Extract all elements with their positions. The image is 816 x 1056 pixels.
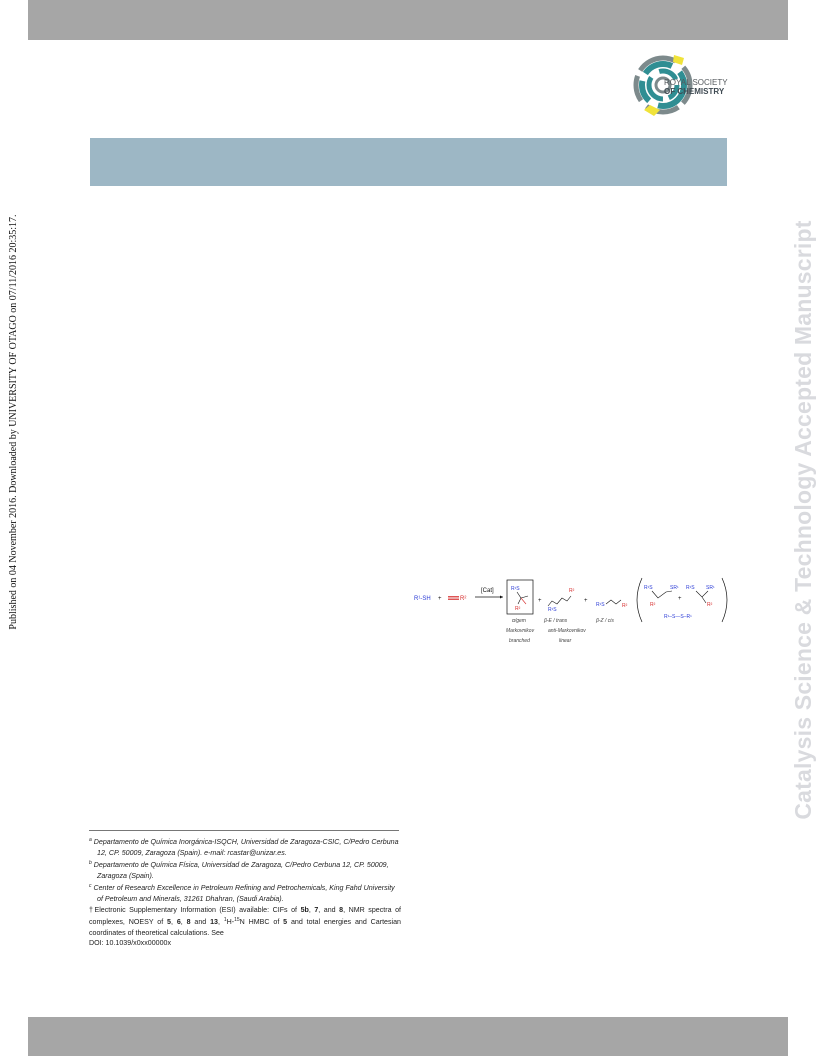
bracket-left (637, 578, 642, 622)
product-2-r2: R² (569, 588, 575, 594)
plus-sign-2: + (538, 598, 542, 604)
byproduct-2-sr-b: SR¹ (706, 585, 715, 591)
logo-line-2: OF CHEMISTRY (664, 87, 725, 96)
esi-bold-1: 5b (300, 905, 309, 914)
bracket-right (722, 578, 727, 622)
reaction-scheme (414, 576, 734, 651)
product-1-skeleton (517, 592, 528, 604)
product-1-double-bond (521, 598, 526, 604)
esi-note (89, 905, 401, 949)
plus-sign-4: + (678, 596, 682, 602)
product-1-r2: R² (515, 606, 521, 612)
esi-sup-2: 15 (234, 917, 240, 924)
byproduct-1-skeleton (652, 591, 672, 598)
published-notice: Published on 04 November 2016. Downloaded by UNIVERSITY OF OTAGO on 07/11/2016 20:35:17. (8, 214, 19, 630)
esi-text-1: †Electronic Supplementary Information (ESI) available: CIFs of (89, 905, 301, 914)
esi-bold-3: 8 (339, 905, 344, 914)
product-3-caption-1: β-Z / cis (596, 618, 614, 624)
byproduct-2-r2: R² (707, 602, 713, 608)
affiliation-b-mark: b (89, 860, 92, 867)
affiliation-a-text: Departamento de Química Inorgánica-ISQCH, Universidad de Zaragoza-CSIC, C/Pedro Cerbuna 12, CP. 50009, Zaragoza (Spain). e-mail: rcastar@unizar.es. (93, 838, 399, 857)
esi-text-8: , (218, 918, 224, 927)
product-2-sr: R¹S (548, 607, 557, 613)
product-2-caption-1: β-E / trans (544, 618, 568, 624)
affiliation-b (89, 858, 401, 881)
esi-text-11: and total energies and Cartesian coordinates of theoretical calculations. See (89, 918, 401, 937)
footnote-rule (89, 830, 399, 831)
esi-text-6: , (180, 918, 187, 927)
affiliation-c (89, 881, 401, 904)
product-1-sr: R¹S (511, 586, 520, 592)
esi-bold-8: 5 (283, 918, 288, 927)
journal-watermark: Catalysis Science & Technology Accepted Manuscript (790, 220, 816, 820)
esi-text-4: , NMR spectra of complexes, NOESY of (89, 905, 402, 927)
affiliation-c-text: Center of Research Excellence in Petroleum Refining and Petrochemicals, King Fahd University of Petroleum and Minerals, 31261 Dhahran, (Saudi Arabia). (93, 884, 395, 903)
catalyst-label: [Cat] (481, 588, 494, 594)
product-2-caption-3: linear (559, 638, 572, 644)
rsc-logo-text (664, 78, 728, 96)
header-bar (28, 0, 788, 40)
affiliation-a (89, 835, 401, 858)
byproduct-2-sr-a: R¹S (686, 585, 695, 591)
esi-sup-1: 1 (223, 917, 227, 924)
esi-bold-2: 7 (314, 905, 319, 914)
esi-bold-4: 5 (167, 918, 171, 927)
thiol-reactant: R¹-SH (414, 596, 431, 602)
product-2-skeleton (548, 596, 571, 606)
logo-line-1: ROYAL SOCIETY (664, 78, 728, 87)
plus-sign: + (438, 596, 442, 602)
esi-bold-5: 6 (176, 918, 181, 927)
esi-text-3: , and (318, 905, 340, 914)
esi-bold-7: 13 (210, 918, 218, 927)
esi-bold-6: 8 (186, 918, 191, 927)
esi-text-9: H- (226, 918, 235, 927)
byproduct-1-r2: R² (650, 602, 656, 608)
product-2-caption-2: anti-Markovnikov (548, 628, 586, 634)
product-1-caption-2: Markovnikov (506, 628, 535, 634)
arrow-head-icon (500, 596, 503, 599)
esi-text-5: , (171, 918, 177, 927)
footer-bar (28, 1017, 788, 1056)
product-3-skeleton (606, 600, 621, 604)
alkyne-reactant: R² (460, 596, 467, 602)
affiliation-a-mark: a (89, 837, 92, 843)
footnotes (89, 835, 401, 949)
plus-sign-3: + (584, 598, 588, 604)
byproduct-1-sr-b: SR¹ (670, 585, 679, 591)
disulfide-byproduct: R¹–S—S–R¹ (664, 614, 692, 620)
byproduct-1-sr-a: R¹S (644, 585, 653, 591)
product-1-caption-1: α/gem (512, 618, 526, 624)
esi-text-2: , (308, 905, 315, 914)
title-banner (90, 138, 727, 186)
esi-text-10: N HMBC of (239, 918, 284, 927)
esi-text-7: and (190, 918, 211, 927)
product-3-sr: R¹S (596, 602, 605, 608)
product-1-caption-3: branched (509, 638, 530, 644)
affiliation-c-mark: c (89, 883, 92, 890)
product-3-r2: R² (622, 603, 628, 609)
esi-doi[interactable]: DOI: 10.1039/x0xx00000x (89, 939, 172, 948)
affiliation-b-text: Departamento de Química Física, Universidad de Zaragoza, C/Pedro Cerbuna 12, CP. 50009, Zaragoza (Spain). (93, 861, 389, 880)
